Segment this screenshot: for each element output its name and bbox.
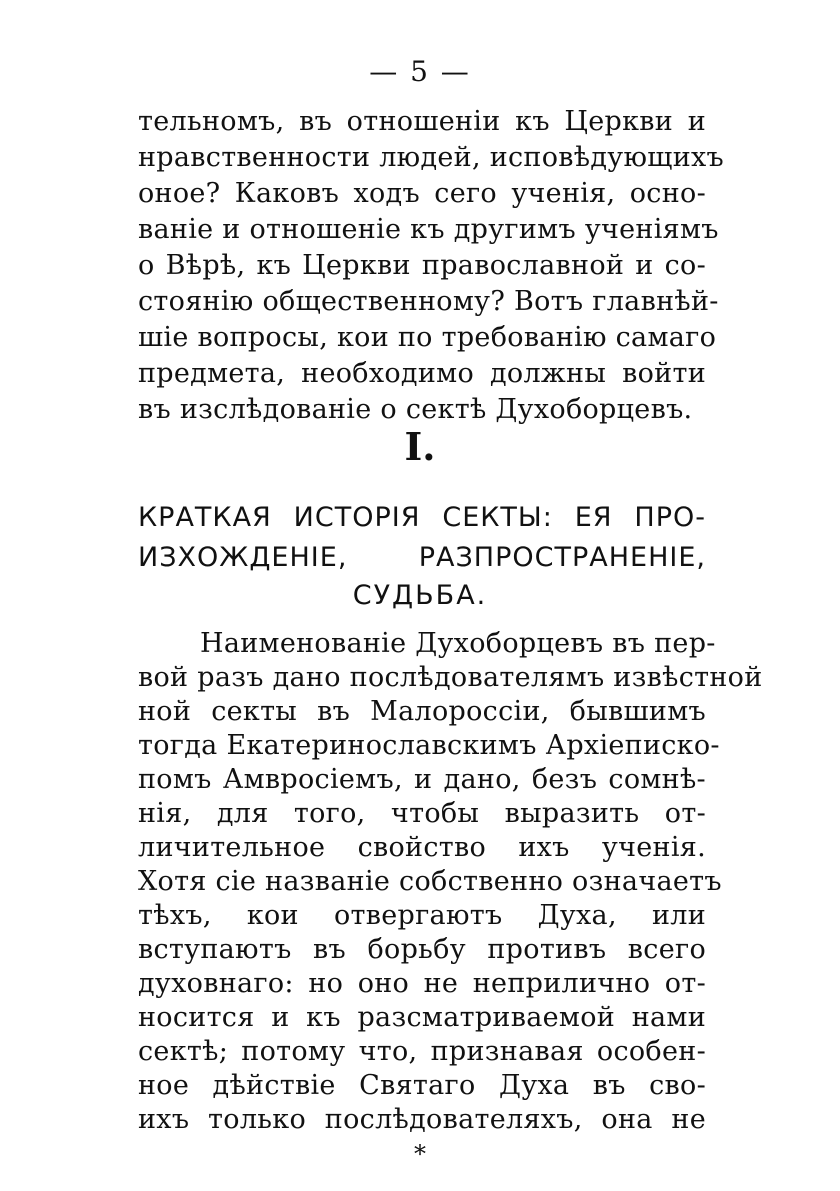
text-line: вступаютъ въ борьбу противъ всего	[138, 934, 706, 965]
text-line: стоянію общественному? Вотъ главнѣй-	[138, 286, 719, 317]
text-line: духовнаго: но оно не неприлично от-	[138, 968, 706, 999]
section-number: I.	[404, 424, 436, 469]
text-line: о Вѣрѣ, къ Церкви православной и со-	[138, 250, 706, 281]
page-number: — 5 —	[369, 55, 471, 88]
text-line: оное? Каковъ ходъ сего ученія, осно-	[138, 178, 706, 209]
signature-mark: *	[414, 1140, 426, 1168]
text-line: носится и къ разсматриваемой нами	[138, 1002, 706, 1033]
section-heading-line: ИЗХОЖДЕНІЕ, РАЗПРОСТРАНЕНІЕ,	[138, 542, 706, 573]
text-line: Хотя сіе названіе собственно означаетъ	[138, 866, 722, 897]
text-line: сектѣ; потому что, признавая особен-	[138, 1036, 706, 1067]
text-line: тѣхъ, кои отвергаютъ Духа, или	[138, 900, 706, 931]
text-line: личительное свойство ихъ ученія.	[138, 832, 706, 863]
text-line: Наименованіе Духоборцевъ въ пер-	[200, 628, 716, 659]
text-line: помъ Амвросіемъ, и дано, безъ сомнѣ-	[138, 764, 706, 795]
text-line: ное дѣйствіе Святаго Духа въ сво-	[138, 1070, 706, 1101]
text-line: ваніе и отношеніе къ другимъ ученіямъ	[138, 214, 719, 245]
text-line: ихъ только послѣдователяхъ, она не	[138, 1104, 706, 1135]
text-line: тельномъ, въ отношеніи къ Церкви и	[138, 106, 706, 137]
text-line: ной секты въ Малороссіи, бывшимъ	[138, 696, 706, 727]
text-line: нія, для того, чтобы выразить от-	[138, 798, 706, 829]
text-line: шіе вопросы, кои по требованію самаго	[138, 322, 717, 353]
section-heading-line: СУДЬБА.	[352, 580, 488, 611]
text-line: тогда Екатеринославскимъ Архіеписко-	[138, 730, 720, 761]
text-line: нравственности людей, исповѣдующихъ	[138, 142, 724, 173]
section-heading-line: КРАТКАЯ ИСТОРІЯ СЕКТЫ: ЕЯ ПРО-	[138, 502, 706, 533]
text-line: предмета, необходимо должны войти	[138, 358, 706, 389]
text-line: въ изслѣдованіе о сектѣ Духоборцевъ.	[138, 394, 693, 425]
text-line: вой разъ дано послѣдователямъ извѣстной	[138, 662, 763, 693]
